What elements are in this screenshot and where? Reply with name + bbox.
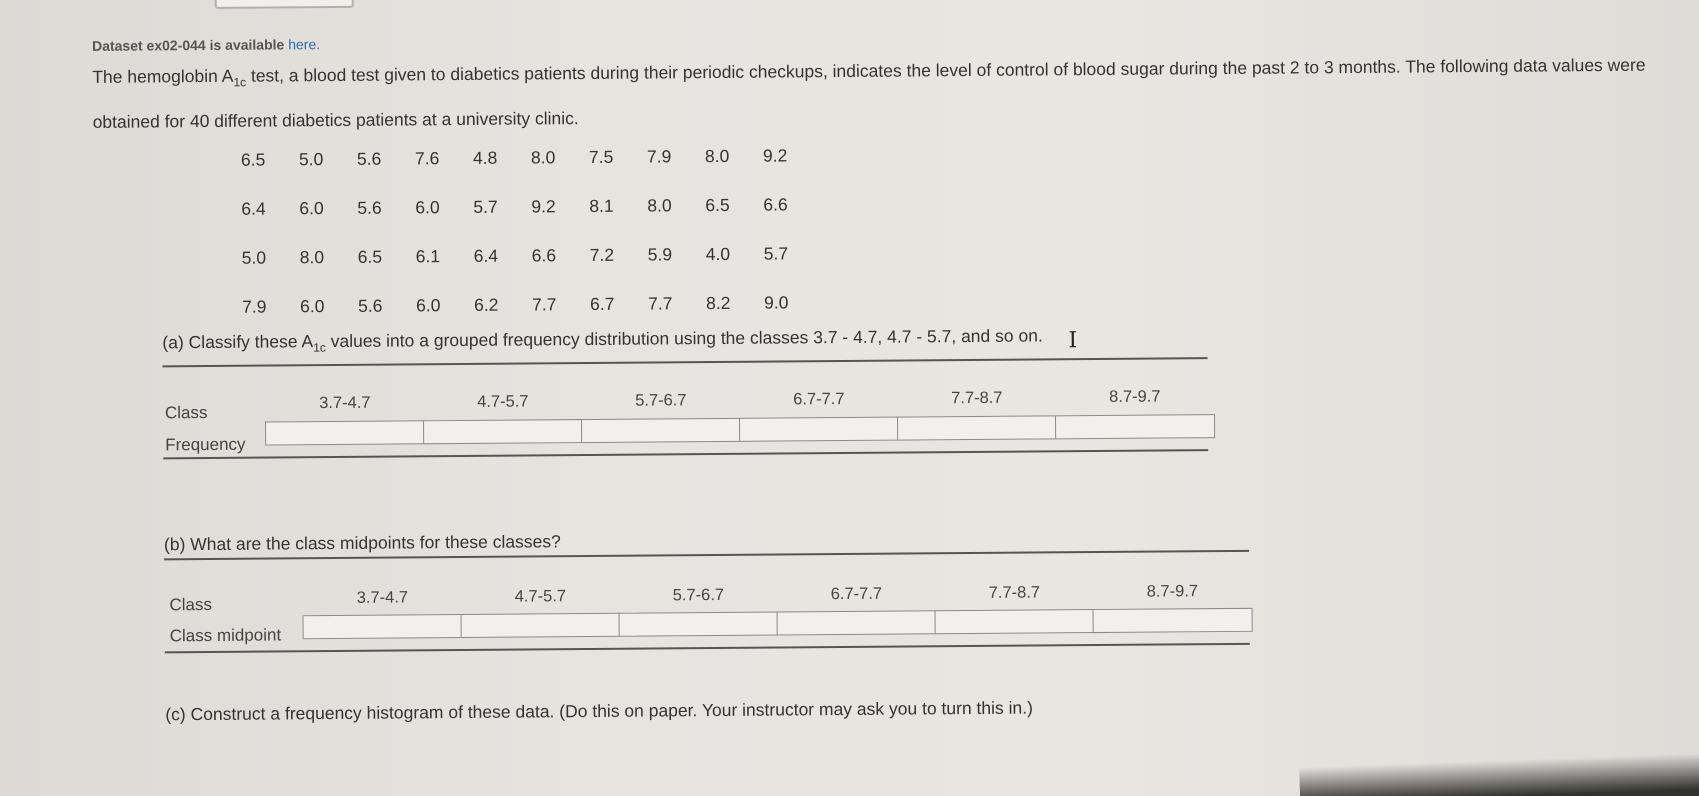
text-cursor-icon: I <box>1068 328 1078 354</box>
part_a-class-header: 3.7-4.7 <box>319 393 371 413</box>
class-label-a: Class <box>164 403 208 423</box>
part_b-class-header: 3.7-4.7 <box>356 588 409 607</box>
data-value-cell: 6.1 <box>415 246 441 267</box>
data-value-cell: 7.2 <box>589 244 615 266</box>
question-a-text-1: (a) Classify these A <box>162 331 314 353</box>
part_b-class-header: 4.7-5.7 <box>514 587 567 606</box>
divider-a-top <box>163 357 1208 367</box>
data-value-cell: 6.7 <box>590 293 615 315</box>
part_a-class-header: 4.7-5.7 <box>477 392 529 411</box>
part_a-answer-input[interactable] <box>739 417 899 442</box>
data-value-cell: 5.9 <box>647 244 673 265</box>
data-value-cell: 6.0 <box>299 198 324 219</box>
part_a-answer-input[interactable] <box>581 418 741 443</box>
part_a-answer-input[interactable] <box>423 419 583 444</box>
part_b-class-header: 5.7-6.7 <box>672 585 725 605</box>
part_a-class-header: 5.7-6.7 <box>635 391 687 410</box>
data-value-cell: 4.8 <box>472 147 498 168</box>
part_a-answer-input[interactable] <box>897 415 1057 440</box>
data-value-cell: 8.0 <box>704 145 730 167</box>
question-b: (b) What are the class midpoints for these classes? <box>163 531 561 555</box>
data-value-cell: 6.2 <box>474 294 499 315</box>
class-midpoint-label: Class midpoint <box>169 625 282 646</box>
data-value-cell: 7.6 <box>414 148 440 169</box>
question-c: (c) Construct a frequency histogram of these data. (Do this on paper. Your instructor may ask you to turn this in.) <box>165 697 1034 725</box>
intro-text-2: test, a blood test given to diabetics patients during their periodic checkups, indicates the level of control of blood sugar during the past 2 to 3 months. The following data values were obtained for 40 different diabetics patients at a university clinic. <box>92 54 1646 132</box>
dataset-link[interactable]: here. <box>288 36 321 53</box>
data-value-cell: 5.7 <box>763 243 789 264</box>
data-value-cell: 6.5 <box>240 149 266 170</box>
data-value-cell: 6.6 <box>763 194 788 215</box>
data-value-cell: 8.1 <box>589 195 614 217</box>
data-value-cell: 7.9 <box>646 146 672 167</box>
intro-text-1: The hemoglobin A <box>92 65 234 87</box>
top-button[interactable] <box>215 0 354 9</box>
part_a-class-header: 8.7-9.7 <box>1109 387 1161 406</box>
data-value-cell: 7.7 <box>648 293 673 314</box>
data-value-cell: 9.2 <box>762 145 788 166</box>
data-value-cell: 8.2 <box>706 292 731 314</box>
frequency-label: Frequency <box>165 434 246 455</box>
part_a-class-header: 6.7-7.7 <box>793 390 845 409</box>
data-value-cell: 6.0 <box>416 295 441 316</box>
data-value-cell: 5.0 <box>298 149 324 170</box>
part_b-answer-input[interactable] <box>619 612 779 637</box>
part_b-answer-input[interactable] <box>935 609 1095 634</box>
data-value-cell: 6.5 <box>705 194 730 216</box>
data-value-cell: 5.6 <box>358 295 383 316</box>
data-values-table <box>241 144 822 318</box>
part_b-class-header: 6.7-7.7 <box>830 584 883 604</box>
data-value-cell: 6.6 <box>531 245 557 266</box>
divider-b-bottom <box>165 643 1250 654</box>
part_b-answer-input[interactable] <box>777 610 937 635</box>
data-value-cell: 5.6 <box>357 197 382 218</box>
data-value-cell: 9.2 <box>531 196 556 217</box>
part_a-answer-input[interactable] <box>1055 414 1215 439</box>
data-value-cell: 5.0 <box>241 247 267 268</box>
data-value-cell: 7.5 <box>588 146 614 168</box>
data-value-cell: 8.0 <box>299 247 325 268</box>
part_b-class-header: 8.7-9.7 <box>1146 582 1199 601</box>
part_b-answer-input[interactable] <box>1093 608 1253 633</box>
data-value-cell: 7.9 <box>242 296 267 317</box>
question-a-text-2: values into a grouped frequency distribution using the classes 3.7 - 4.7, 4.7 - 5.7, and so on. <box>325 325 1043 352</box>
data-value-cell: 8.0 <box>647 195 672 216</box>
problem-intro <box>92 46 1663 141</box>
dataset-text: Dataset ex02-044 is available <box>91 36 285 54</box>
data-value-cell: 6.4 <box>241 198 266 219</box>
divider-a-bottom <box>163 449 1208 459</box>
question-a-subscript: 1c <box>313 340 326 355</box>
part_a-answer-input[interactable] <box>265 420 425 445</box>
part_b-class-header: 7.7-8.7 <box>988 583 1041 602</box>
data-value-cell: 6.0 <box>300 296 325 317</box>
data-value-cell: 6.4 <box>473 245 499 266</box>
data-value-cell: 5.6 <box>356 148 382 169</box>
data-value-cell: 9.0 <box>764 292 789 313</box>
class-label-b: Class <box>169 594 213 615</box>
data-value-cell: 8.0 <box>530 147 556 168</box>
dataset-line <box>92 36 320 54</box>
data-value-cell: 4.0 <box>705 243 731 265</box>
question-a <box>162 325 1043 355</box>
data-value-cell: 6.0 <box>415 197 440 218</box>
part_b-answer-input[interactable] <box>461 613 621 638</box>
data-value-cell: 5.7 <box>473 196 498 217</box>
data-value-cell: 6.5 <box>357 246 383 267</box>
part_b-answer-input[interactable] <box>303 614 463 639</box>
part_a-class-header: 7.7-8.7 <box>951 388 1003 408</box>
data-value-cell: 7.7 <box>532 294 557 315</box>
intro-subscript: 1c <box>233 75 247 90</box>
